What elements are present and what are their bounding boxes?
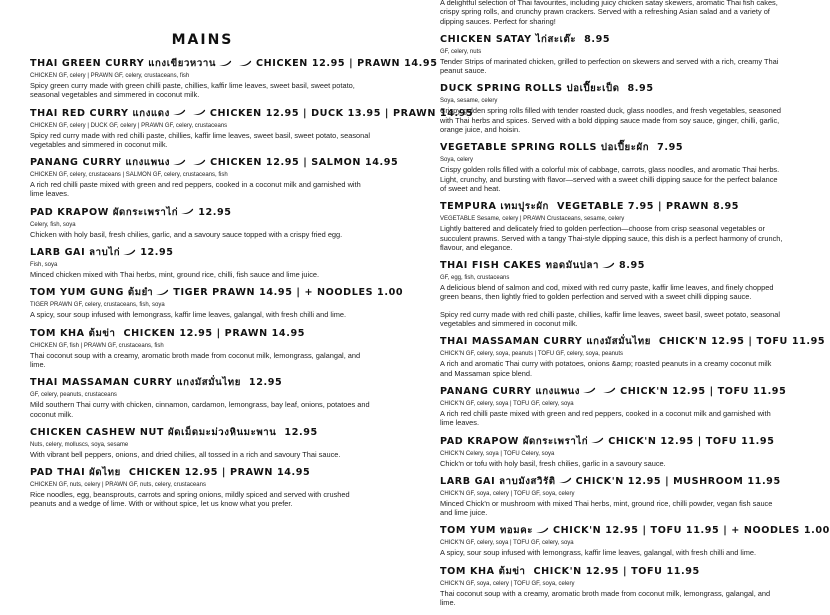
- menu-item-price: 12.95: [248, 377, 283, 389]
- chili-icon: [192, 159, 206, 166]
- menu-item-name: TOM YUM ทอมคะ: [440, 525, 533, 537]
- menu-item-header: [30, 157, 399, 169]
- menu-item-price: 12.95: [198, 206, 232, 218]
- menu-item-header: [440, 436, 785, 448]
- menu-item: [440, 260, 785, 302]
- chili-icon: [558, 477, 572, 484]
- menu-item: [30, 157, 399, 199]
- menu-item-description: A rich and aromatic Thai curry with potatoes, onions &amp; roasted peanuts in a creamy coconut milk and Massaman spice blend.: [440, 359, 772, 378]
- section-title: MAINS: [171, 32, 234, 48]
- chili-icon: [590, 437, 604, 444]
- menu-item-description: Minced chicken mixed with Thai herbs, mint, ground rice, chilli, fish sauce and lime juice.: [30, 270, 320, 280]
- menu-item-name: TOM KHA ต้มข่า: [30, 327, 116, 339]
- menu-item-description: Lightly battered and delicately fried to golden perfection—choose from crisp seasonal vegetables or succulent prawns. Served with a tangy Thai-style dipping sauce, this dish is a perfect harmony of crunch, flavour, and elegance.: [440, 224, 783, 252]
- menu-item-price: 8.95: [584, 33, 611, 45]
- chili-icon: [601, 262, 615, 269]
- menu-item-allergens: CHICKEN GF, celery | DUCK GF, celery | PRAWN GF, celery, crustaceans: [30, 122, 228, 129]
- menu-item-price: CHICKEN 12.95 | PRAWN 14.95: [128, 467, 311, 479]
- menu-item-description: Thai coconut soup with a creamy, aromatic broth made from coconut milk, lemongrass, galangal, and lime.: [30, 350, 361, 369]
- menu-item: [30, 328, 375, 370]
- menu-item-price: CHICK'N 12.95 | TOFU 11.95: [608, 435, 775, 447]
- menu-item-name: THAI RED CURRY แกงแดง: [30, 107, 170, 119]
- menu-item-header: [440, 142, 785, 154]
- menu-item-description: Crispy golden spring rolls filled with tender roasted duck, glass noodles, and fresh vegetables, seasoned with Thai herbs and spices. Served with a bold dipping sauce made from soy sauce, ginger, chilli, garlic, orange juice, and hoisin.: [440, 106, 781, 135]
- menu-item-header: [30, 328, 375, 340]
- right-menu-list-2: [440, 336, 830, 608]
- menu-item-price: TIGER PRAWN 14.95 | + NOODLES 1.00: [173, 287, 404, 299]
- menu-item-allergens: GF, celery, peanuts, crustaceans: [30, 392, 117, 399]
- menu-item-price: 7.95: [657, 142, 684, 154]
- menu-item-price: CHICKEN 12.95 | PRAWN 14.95: [256, 58, 438, 69]
- menu-item-name: CHICKEN CASHEW NUT ผัดเม็ดมะม่วงหินมะพาน: [30, 426, 277, 438]
- menu-item: [440, 336, 826, 378]
- menu-item-header: [440, 525, 830, 537]
- chili-icon: [180, 208, 194, 215]
- menu-item: [440, 525, 830, 558]
- menu-item-name: THAI FISH CAKES ทอดมันปลา: [440, 260, 599, 272]
- menu-item-name: CHICKEN SATAY ไก่สะเต๊ะ: [440, 33, 577, 45]
- menu-item-name: VEGETABLE SPRING ROLLS ปอเปี๊ยะผัก: [440, 142, 650, 154]
- menu-item-header: [440, 476, 785, 488]
- menu-item-price: CHICK'N 12.95 | TOFU 11.95: [658, 336, 826, 348]
- menu-item-price: CHICK'N 12.95 | TOFU 11.95: [620, 385, 787, 397]
- menu-item: [440, 83, 785, 134]
- menu-item-description: Chick'n or tofu with holy basil, fresh chilies, garlic in a savoury sauce.: [440, 458, 666, 468]
- menu-item-name: PAD THAI ผัดไทย: [30, 467, 121, 479]
- intro-text: A delightful selection of Thai favourites, including juicy chicken satay skewers, aromatic Thai fish cakes, crispy spring rolls, and crunchy prawn crackers. Served with a refreshing Asian salad and a variety of dipping sauces. Perfect for sharing!: [440, 0, 778, 26]
- chili-icon: [155, 289, 169, 296]
- chili-icon: [172, 109, 186, 116]
- menu-item-allergens: CHICKEN GF, celery, crustaceans | SALMON GF, celery, crustaceans, fish: [30, 172, 228, 179]
- chili-icon: [238, 60, 252, 67]
- menu-item-allergens: CHICKEN GF, celery | PRAWN GF, celery, crustaceans, fish: [30, 73, 190, 79]
- menu-item-allergens: CHICKEN GF, fish | PRAWN GF, crustaceans, fish: [30, 342, 164, 349]
- menu-item-price: 8.95: [627, 83, 654, 95]
- menu-item-description: Spicy green curry made with green chilli paste, chillies, kaffir lime leaves, sweet basil, sweet potato, seasonal vegetables and simmered in coconut milk.: [30, 81, 355, 100]
- menu-item-description: With vibrant bell peppers, onions, and dried chilies, all tossed in a rich and savoury Thai sauce.: [30, 449, 341, 459]
- menu-item: [30, 427, 375, 459]
- menu-item-header: [440, 336, 826, 348]
- menu-item-price: CHICK'N 12.95 | TOFU 11.95 | + NOODLES 1.00: [553, 525, 830, 537]
- menu-item: [440, 201, 785, 252]
- menu-item-price: CHICKEN 12.95 | DUCK 13.95 | PRAWN 14.95: [209, 107, 474, 119]
- menu-item-name: THAI MASSAMAN CURRY แกงมัสมั่นไทย: [30, 377, 241, 389]
- menu-item-price: CHICK'N 12.95 | TOFU 11.95: [533, 565, 700, 577]
- menu-item: [30, 207, 375, 239]
- menu-item-header: [30, 207, 375, 219]
- menu-item: [30, 287, 404, 320]
- menu-item-header: [440, 34, 785, 46]
- menu-item-allergens: Celery, fish, soya: [30, 221, 76, 228]
- menu-item-name: PANANG CURRY แกงแพนง: [30, 157, 171, 169]
- menu-item-allergens: GF, celery, nuts: [440, 48, 482, 55]
- menu-item-description: Minced Chick'n or mushroom with mixed Thai herbs, mint, ground rice, chilli powder, vegan fish sauce and lime juice.: [440, 498, 773, 518]
- menu-item-allergens: CHICK'N GF, celery, soya | TOFU GF, celery, soya: [440, 540, 574, 547]
- menu-item-description: Thai coconut soup with a creamy, aromatic broth made from coconut milk, lemongrass, galangal, and lime.: [440, 588, 771, 608]
- menu-item-header: [440, 386, 785, 398]
- right-menu-list: [440, 34, 785, 302]
- menu-item-name: THAI MASSAMAN CURRY แกงมัสมั่นไทย: [440, 336, 651, 348]
- menu-item-name: TEMPURA เทมปุระผัก: [440, 201, 549, 213]
- menu-item: [30, 377, 375, 419]
- menu-item-header: [440, 83, 785, 95]
- menu-item-price: CHICKEN 12.95 | PRAWN 14.95: [123, 327, 305, 339]
- right-menu-column: [440, 0, 830, 615]
- menu-item: [440, 566, 785, 608]
- chili-icon: [582, 387, 596, 394]
- menu-item-header: [440, 260, 785, 272]
- menu-item-price: 12.95: [284, 426, 318, 438]
- menu-item: [30, 467, 375, 509]
- menu-item-header: [30, 377, 375, 389]
- menu-item-header: [30, 467, 375, 479]
- menu-item-description: A rich red chilli paste mixed with green and red peppers, cooked in a coconut milk and garnished with lime leaves.: [440, 408, 771, 428]
- menu-item-name: THAI GREEN CURRY แกงเขียวหวาน: [30, 58, 216, 69]
- menu-item-description: Tender Strips of marinated chicken, grilled to perfection on skewers and served with a rich, creamy Thai peanut sauce.: [440, 56, 779, 76]
- menu-item: [440, 476, 785, 518]
- menu-item-price: CHICKEN 12.95 | SALMON 14.95: [210, 157, 399, 169]
- menu-item-description: Spicy red curry made with red chilli paste, chillies, kaffir lime leaves, sweet basil, sweet potato, seasonal vegetables and simmered in coconut milk.: [30, 130, 370, 149]
- menu-item-description: Rice noodles, egg, beansprouts, carrots and spring onions, mildly spiced and served with crushed peanuts and a wedge of lime. With or without spice, let us know what you prefer.: [30, 490, 350, 509]
- menu-item: [440, 142, 785, 193]
- chili-icon: [602, 387, 616, 394]
- menu-item-price: 8.95: [618, 260, 646, 272]
- menu-item-header: [30, 107, 474, 120]
- menu-item: [30, 58, 438, 100]
- menu-item-description: A rich red chilli paste mixed with green and red peppers, cooked in a coconut milk and garnished with lime leaves.: [30, 180, 361, 199]
- menu-item-header: [30, 287, 404, 299]
- menu-item-name: LARB GAI ลาบไก่: [30, 247, 121, 259]
- chili-icon: [192, 109, 206, 116]
- menu-item-price: CHICK'N 12.95 | MUSHROOM 11.95: [575, 475, 781, 487]
- menu-item-description: Crispy golden rolls filled with a colorful mix of cabbage, carrots, glass noodles, and aromatic Thai herbs. Light, crunchy, and bursting with flavor—served with a sweet chilli dipping sauce for the perfect balance of sweet and heat.: [440, 165, 780, 193]
- menu-item-allergens: Nuts, celery, molluscs, soya, sesame: [30, 441, 129, 448]
- menu-item-header: [30, 247, 375, 259]
- menu-item-description: A delicious blend of salmon and cod, mixed with red curry paste, kaffir lime leaves, and finely chopped green beans, then lightly fried to golden perfection and served with a sweet chilli dipping sauce.: [440, 283, 774, 302]
- menu-item-allergens: CHICK'N Celery, soya | TOFU Celery, soya: [440, 450, 555, 457]
- menu-item-allergens: CHICK'N GF, soya, celery | TOFU GF, soya, celery: [440, 490, 575, 497]
- menu-item-header: [440, 566, 785, 578]
- chili-icon: [535, 527, 549, 534]
- menu-item: [30, 107, 474, 150]
- menu-item-allergens: Fish, soya: [30, 262, 58, 269]
- menu-item-name: TOM YUM GUNG ต้มยำ: [30, 287, 154, 299]
- extra-description: Spicy red curry made with red chilli paste, chillies, kaffir lime leaves, sweet basil, sweet potato, seasonal vegetables and simmered in coconut milk.: [440, 309, 780, 329]
- chili-icon: [122, 249, 136, 256]
- menu-item: [440, 386, 785, 428]
- menu-item-header: [30, 58, 438, 70]
- menu-item-name: TOM KHA ต้มข่า: [440, 565, 526, 577]
- menu-item-price: VEGETABLE 7.95 | PRAWN 8.95: [556, 201, 740, 213]
- menu-item-allergens: CHICK'N GF, celery, soya, peanuts | TOFU GF, celery, soya, peanuts: [440, 351, 623, 358]
- menu-item-allergens: GF, egg, fish, crustaceans: [440, 275, 510, 282]
- menu-item-description: Chicken with holy basil, fresh chilies, garlic, and a savoury sauce topped with a crispy fried egg.: [30, 229, 343, 239]
- chili-icon: [218, 60, 232, 67]
- menu-item-name: PAD KRAPOW ผัดกระเพราไก่: [30, 206, 179, 218]
- menu-item: [30, 247, 375, 279]
- menu-item-allergens: Soya, sesame, celery: [440, 98, 498, 105]
- menu-item-name: LARB GAI ลาบมังสวิรัติ: [440, 475, 556, 487]
- menu-item-allergens: CHICKEN GF, nuts, celery | PRAWN GF, nuts, celery, crustaceans: [30, 482, 206, 489]
- menu-item-allergens: TIGER PRAWN GF, celery, crustaceans, fish, soya: [30, 302, 165, 309]
- menu-item-description: A spicy, sour soup infused with lemongrass, kaffir lime leaves, galangal, with fresh chilli and lime.: [440, 548, 757, 558]
- menu-item-allergens: CHICK'N GF, soya, celery | TOFU GF, soya, celery: [440, 580, 575, 587]
- menu-item-header: [440, 201, 785, 213]
- menu-item: [440, 436, 785, 468]
- menu-item-allergens: CHICK'N GF, celery, soya | TOFU GF, celery, soya: [440, 400, 574, 407]
- chili-icon: [172, 159, 186, 166]
- menu-item: [440, 34, 785, 76]
- menu-item-allergens: VEGETABLE Sesame, celery | PRAWN Crustaceans, sesame, celery: [440, 216, 625, 223]
- menu-item-header: [30, 427, 375, 439]
- menu-item-description: A spicy, sour soup infused with lemongrass, kaffir lime leaves, galangal, with fresh chilli and lime.: [30, 310, 347, 320]
- menu-item-price: 12.95: [140, 247, 174, 259]
- menu-item-description: Mild southern Thai curry with chicken, cinnamon, cardamon, lemongrass, bay leaf, onions, potatoes and coconut milk.: [30, 400, 370, 419]
- menu-item-name: PANANG CURRY แกงแพนง: [440, 385, 581, 397]
- menu-item-allergens: Soya, celery: [440, 157, 474, 164]
- menu-item-name: DUCK SPRING ROLLS ปอเปี๊ยะเป็ด: [440, 83, 620, 95]
- menu-item-name: PAD KRAPOW ผัดกระเพราไก่: [440, 435, 589, 447]
